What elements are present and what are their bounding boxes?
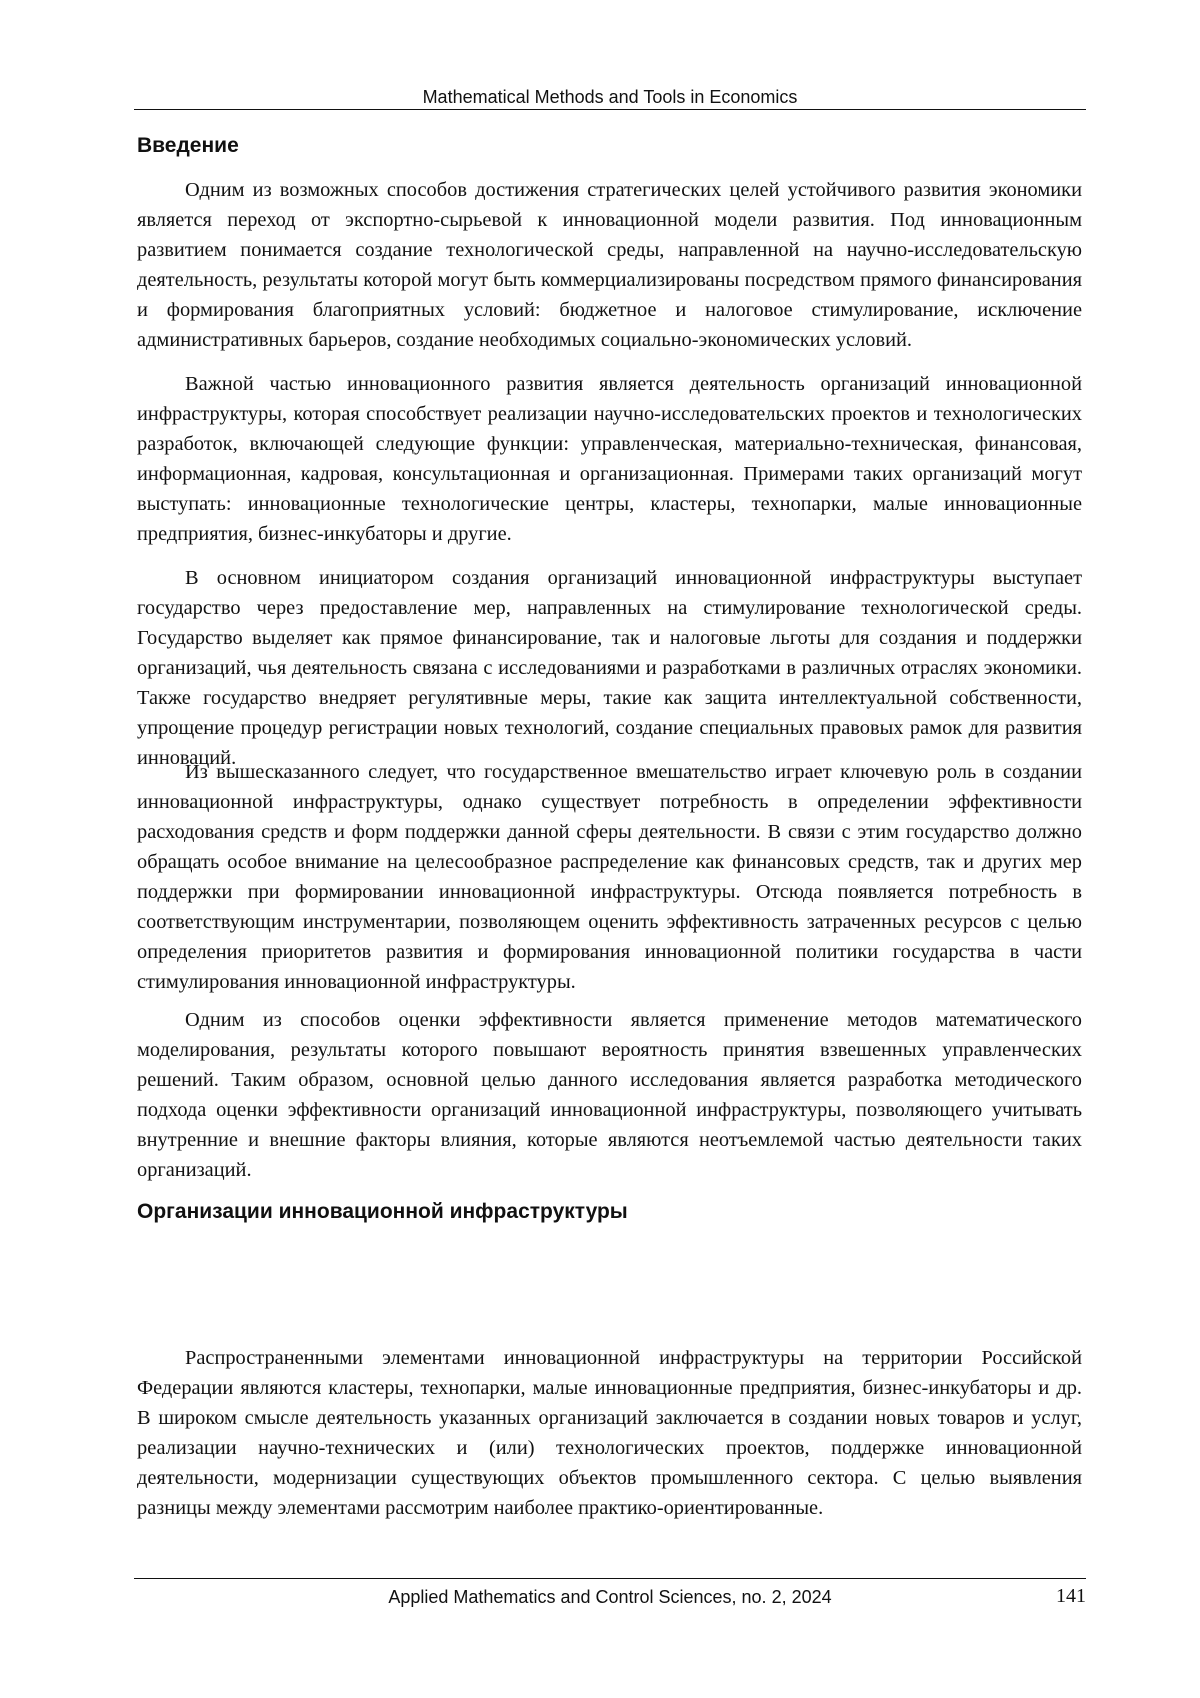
paragraph: Одним из возможных способов достижения стратегических целей устойчивого разви­тия экономики является переход от экспортно-сырьевой к инновационной модели разви­тия. Под инновационным развитием понимается создание технологической среды, направ­ленной на научно-исследовательскую деятельность, результаты которой могут быть ком­мерциализированы посредством прямого финансирования и формирования благоприятных условий: бюджетное и налоговое стимулирование, исключение административных барье­ров, создание необходимых социально-экономических условий.: [137, 175, 1082, 355]
running-header: Mathematical Methods and Tools in Economics: [134, 86, 1086, 108]
footer-rule: [134, 1578, 1086, 1579]
paper-page: [134, 80, 1086, 1610]
footer-journal-citation: Applied Mathematics and Control Sciences, no. 2, 2024: [134, 1586, 1086, 1608]
page-number: 141: [1056, 1585, 1086, 1607]
section-heading-organizations: Организации инновационной инфраструктуры: [137, 1199, 628, 1225]
paragraph: В основном инициатором создания организаций инновационной инфраструктуры вы­ступает государство через предоставление мер, направленных на стимулирование техноло­гической среды. Государство выделяет как прямое финансирование, так и налоговые льго­ты для создания и поддержки организаций, чья деятельность связана с исследованиями и разработками в различных отраслях экономики. Также государство внедряет регулятивные меры, такие как защита интеллектуальной собственности, упрощение процедур регистра­ции новых технологий, создание специальных правовых рамок для развития инноваций.: [137, 563, 1082, 773]
section-heading-introduction: Введение: [137, 133, 239, 159]
header-rule: [134, 109, 1086, 110]
paragraph: Из вышесказанного следует, что государственное вмешательство играет ключевую роль в создании инновационной инфраструктуры, однако существует потребность в опре­делении эффективности расходования средств и форм поддержки данной сферы деятель­ности. В связи с этим государство должно обращать особое внимание на целесообразное распределение как финансовых средств, так и других мер поддержки при формировании инновационной инфраструктуры. Отсюда появляется потребность в соответствующим ин­струментарии, позволяющем оценить эффективность затраченных ресурсов с целью опре­деления приоритетов развития и формирования инновационной политики государства в части стимулирования инновационной инфраструктуры.: [137, 757, 1082, 997]
paragraph: Распространенными элементами инновационной инфраструктуры на территории Рос­сийской Федерации являются кластеры, технопарки, малые инновационные предприятия, бизнес-инкубаторы и др. В широком смысле деятельность указанных организаций заклю­чается в создании новых товаров и услуг, реализации научно-технических и (или) техноло­гических проектов, поддержке инновационной деятельности, модернизации существую­щих объектов промышленного сектора. С целью выявления разницы между элементами рассмотрим наиболее практико-ориентированные.: [137, 1343, 1082, 1523]
paragraph: Одним из способов оценки эффективности является применение методов математиче­ского моделирования, результаты которого повышают вероятность принятия взвешенных управленческих решений. Таким образом, основной целью данного исследования является разработка методического подхода оценки эффективности организаций инновационной инфраструктуры, позволяющего учитывать внутренние и внешние факторы влияния, кото­рые являются неотъемлемой частью деятельности таких организаций.: [137, 1005, 1082, 1185]
paragraph: Важной частью инновационного развития является деятельность организаций инно­вационной инфраструктуры, которая способствует реализации научно-исследовательских проектов и технологических разработок, включающей следующие функции: управленче­ская, материально-техническая, финансовая, информационная, кадровая, консультацион­ная и организационная. Примерами таких организаций могут выступать: инновационные технологические центры, кластеры, технопарки, малые инновационные предприятия, бизнес-инкубаторы и другие.: [137, 369, 1082, 549]
